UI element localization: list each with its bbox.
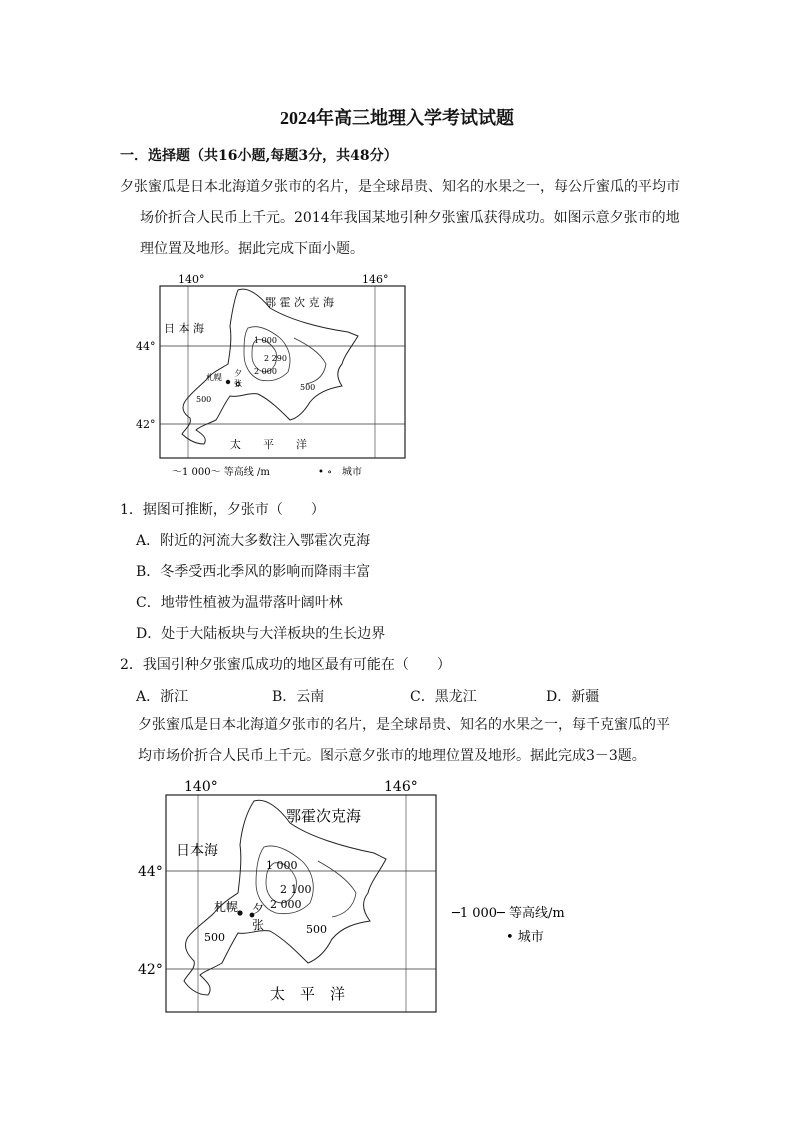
map2-city-sapporo: [237, 910, 242, 915]
intro2-line1: 夕张蜜瓜是日本北海道夕张市的名片，是全球昂贵、知名的水果之一，每千克蜜瓜的平: [138, 717, 670, 733]
map1-sea-japan: 日 本 海: [164, 322, 204, 335]
map2-label-500a: 500: [306, 923, 327, 936]
q2-option-c[interactable]: C．黑龙江: [410, 689, 477, 705]
map1-label-1000: 1 000: [254, 336, 277, 345]
map2-sea-okhotsk: 鄂霍次克海: [286, 807, 362, 825]
map1-label-yu: 夕: [234, 369, 242, 378]
q2-option-a[interactable]: A．浙江: [136, 689, 189, 705]
map1-lon-140: 140°: [178, 273, 205, 286]
map1-lat-44: 44°: [136, 340, 156, 353]
map2-label-sapporo: 札幌: [214, 900, 239, 914]
map1-label-sapporo: 札幌: [206, 373, 222, 382]
map1-label-500a: 500: [300, 383, 316, 392]
map2-sea-pacific: 太 平 洋: [270, 985, 346, 1003]
map1-legend-city: • ∘ 城市: [318, 467, 362, 478]
map2-contour-500: [318, 861, 356, 917]
q1-option-a[interactable]: A．附近的河流大多数注入鄂霍次克海: [136, 533, 371, 549]
map1-sea-okhotsk: 鄂 霍 次 克 海: [265, 296, 334, 309]
map1-frame: [160, 286, 405, 458]
q2-option-b[interactable]: B．云南: [272, 689, 325, 705]
intro-paragraph-1: [120, 172, 680, 265]
map1-label-2000: 2 000: [254, 367, 277, 376]
map2-label-2000: 2 000: [270, 898, 302, 911]
map2-lat-44: 44°: [138, 864, 163, 880]
map1-city-sapporo: [226, 380, 230, 384]
q2-stem: 2．我国引种夕张蜜瓜成功的地区最有可能在（ ）: [120, 657, 451, 673]
intro1-line3: 理位置及地形。据此完成下面小题。: [140, 241, 364, 257]
map1-contour-500: [294, 338, 326, 384]
intro1-line2: 场价折合人民币上千元。2014年我国某地引种夕张蜜瓜获得成功。如图示意夕张市的地: [140, 210, 680, 226]
page-title: 2024年高三地理入学考试试题: [280, 108, 514, 128]
map1-label-zhang: 张: [234, 379, 242, 388]
q2-option-d[interactable]: D．新疆: [546, 689, 600, 705]
q1-option-c[interactable]: C．地带性植被为温带落叶阔叶林: [136, 595, 343, 611]
map1-label-2290: 2 290: [264, 354, 287, 363]
map2-lon-146: 146°: [384, 779, 418, 795]
map2-label-500b: 500: [204, 931, 225, 944]
map2-label-zhang: 张: [252, 918, 265, 932]
map2-lon-140: 140°: [184, 779, 218, 795]
q1-option-b[interactable]: B．冬季受西北季风的影响而降雨丰富: [136, 564, 371, 580]
map2-legend-contour: ─1 000─ 等高线/m: [452, 906, 565, 921]
map1-lat-42: 42°: [136, 418, 156, 431]
intro1-line1: 夕张蜜瓜是日本北海道夕张市的名片，是全球昂贵、知名的水果之一，每公斤蜜瓜的平均市: [120, 179, 680, 195]
map2-label-yu: 夕: [252, 902, 265, 916]
map-1: [130, 268, 420, 483]
map2-label-2100: 2 100: [280, 883, 312, 896]
map1-legend-contour: ～1 000～ 等高线 /m: [172, 467, 270, 478]
map2-label-1000: 1 000: [266, 859, 298, 872]
map2-lat-42: 42°: [138, 962, 163, 978]
intro-paragraph-2: [138, 710, 683, 772]
map1-label-500b: 500: [196, 395, 212, 404]
map1-lon-146: 146°: [362, 273, 389, 286]
map2-sea-japan: 日本海: [176, 843, 218, 859]
section-heading: 一．选择题（共16小题,每题3分，共48分）: [120, 148, 398, 164]
q1-stem: 1．据图可推断，夕张市（ ）: [120, 502, 325, 518]
q1-option-d[interactable]: D．处于大陆板块与大洋板块的生长边界: [136, 626, 386, 642]
map1-sea-pacific: 太 平 洋: [230, 438, 307, 451]
intro2-line2: 均市场价折合人民币上千元。图示意夕张市的地理位置及地形。据此完成3－3题。: [138, 748, 646, 764]
map-2: [130, 775, 570, 1020]
map2-legend-city: • 城市: [506, 930, 544, 945]
